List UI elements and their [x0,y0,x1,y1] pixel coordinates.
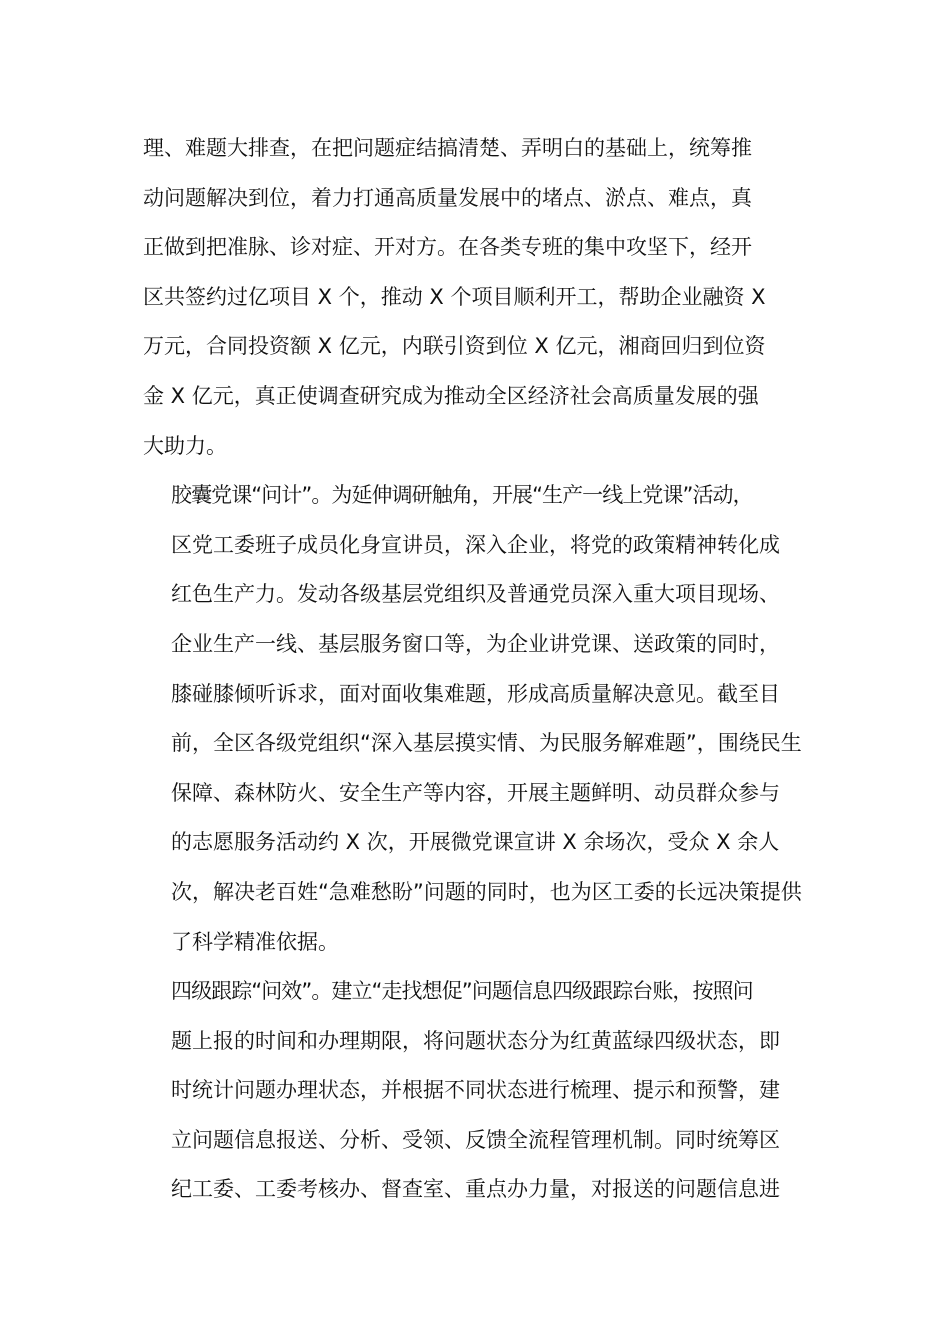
text-line: 万元，合同投资额 X 亿元，内联引资到位 X 亿元，湘商回归到位资 [143,334,766,359]
text-line: 胶囊党课“问计”。为延伸调研触角，开展“生产一线上党课”活动， [171,483,753,508]
text-line: 大助力。 [143,433,227,458]
text-line: 红色生产力。发动各级基层党组织及普通党员深入重大项目现场、 [171,582,780,607]
paragraph-p2 [143,471,808,967]
text-line: 区党工委班子成员化身宣讲员，深入企业，将党的政策精神转化成 [171,532,780,557]
paragraph-p3 [143,967,808,1215]
text-line: 立问题信息报送、分析、受领、反馈全流程管理机制。同时统筹区 [171,1127,780,1152]
text-line: 企业生产一线、基层服务窗口等，为企业讲党课、送政策的同时， [171,631,780,656]
document-body [143,124,808,1215]
text-line: 题上报的时间和办理期限，将问题状态分为红黄蓝绿四级状态，即 [171,1028,780,1053]
paragraph-p1 [143,124,808,471]
text-line: 纪工委、工委考核办、督查室、重点办力量，对报送的问题信息进 [171,1177,780,1202]
text-line: 区共签约过亿项目 X 个，推动 X 个项目顺利开工，帮助企业融资 X [143,284,766,309]
text-line: 次，解决老百姓“急难愁盼”问题的同时，也为区工委的长远决策提供 [171,879,802,904]
text-line: 四级跟踪“问效”。建立“走找想促”问题信息四级跟踪台账，按照问 [171,979,753,1004]
text-line: 金 X 亿元，真正使调查研究成为推动全区经济社会高质量发展的强 [143,383,759,408]
text-line: 的志愿服务活动约 X 次，开展微党课宣讲 X 余场次，受众 X 余人 [171,830,780,855]
text-line: 理、难题大排查，在把问题症结搞清楚、弄明白的基础上，统筹推 [143,136,752,160]
text-line: 膝碰膝倾听诉求，面对面收集难题，形成高质量解决意见。截至目 [171,681,780,706]
text-line: 动问题解决到位，着力打通高质量发展中的堵点、淤点、难点，真 [143,185,752,210]
text-line: 保障、森林防火、安全生产等内容，开展主题鲜明、动员群众参与 [171,780,780,805]
text-line: 时统计问题办理状态，并根据不同状态进行梳理、提示和预警，建 [171,1078,780,1103]
text-line: 前，全区各级党组织“深入基层摸实情、为民服务解难题”，围绕民生 [171,731,802,756]
text-line: 了科学精准依据。 [171,929,339,954]
text-line: 正做到把准脉、诊对症、开对方。在各类专班的集中攻坚下，经开 [143,235,752,260]
